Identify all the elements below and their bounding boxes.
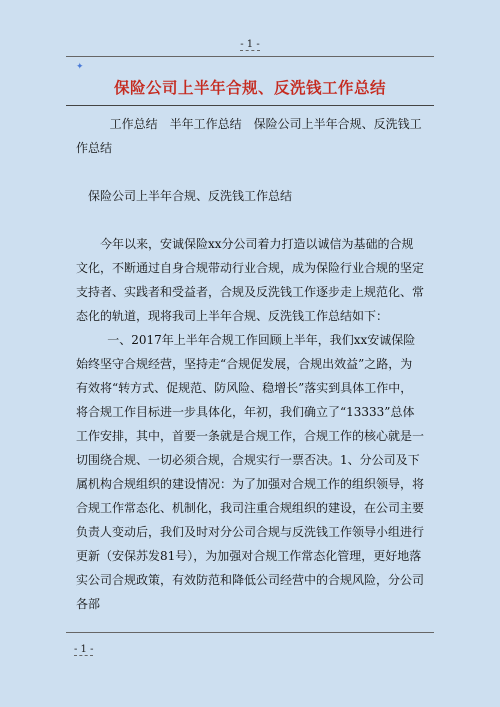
header-page-number: - 1 - (240, 39, 260, 50)
footer-page-number: - 1 - (74, 644, 94, 655)
title-rule (66, 105, 434, 106)
paragraph-review: 一、2017年上半年合规工作回顾上半年，我们xx安诚保险始终坚守合规经营，坚持走“合规促发展，合规出效益”之路，为有效将“转方式、促规范、防风险、稳增长”落实到具体工作中，将合规工作目标进一步具体化，年初，我们确立了“13333”总体工作安排，其中，首要一条就是合规工作，合规工作的核心就是一切围绕合规、一切必须合规，合规实行一票否决。1、分公司及下属机构合规组织的建设情况：为了加强对合规工作的组织领导，将合规工作常态化、机制化，我司注重合规组织的建设，在公司主要负责人变动后，我们及时对分公司合规与反洗钱工作领导小组进行更新（安保苏发81号），为加强对合规工作常态化管理，更好地落实公司合规政策，有效防范和降低公司经营中的合规风险，分公司各部 (76, 333, 425, 611)
document-title: 保险公司上半年合规、反洗钱工作总结 (113, 78, 386, 97)
document-subtitle: 保险公司上半年合规、反洗钱工作总结 (88, 189, 293, 203)
document-body (76, 112, 424, 616)
paragraph-intro: 今年以来，安诚保险xx分公司着力打造以诚信为基础的合规文化，不断通过自身合规带动行业合规，成为保险行业合规的坚定支持者、实践者和受益者，合规及反洗钱工作逐步走上规范化、常态化的轨道，现将我司上半年合规、反洗钱工作总结如下： (76, 237, 425, 323)
header-rule (66, 56, 434, 57)
footer-rule (66, 632, 434, 633)
tags-line: 工作总结 半年工作总结 保险公司上半年合规、反洗钱工作总结 (76, 117, 422, 155)
anchor-mark-icon: ✦ (76, 62, 84, 72)
